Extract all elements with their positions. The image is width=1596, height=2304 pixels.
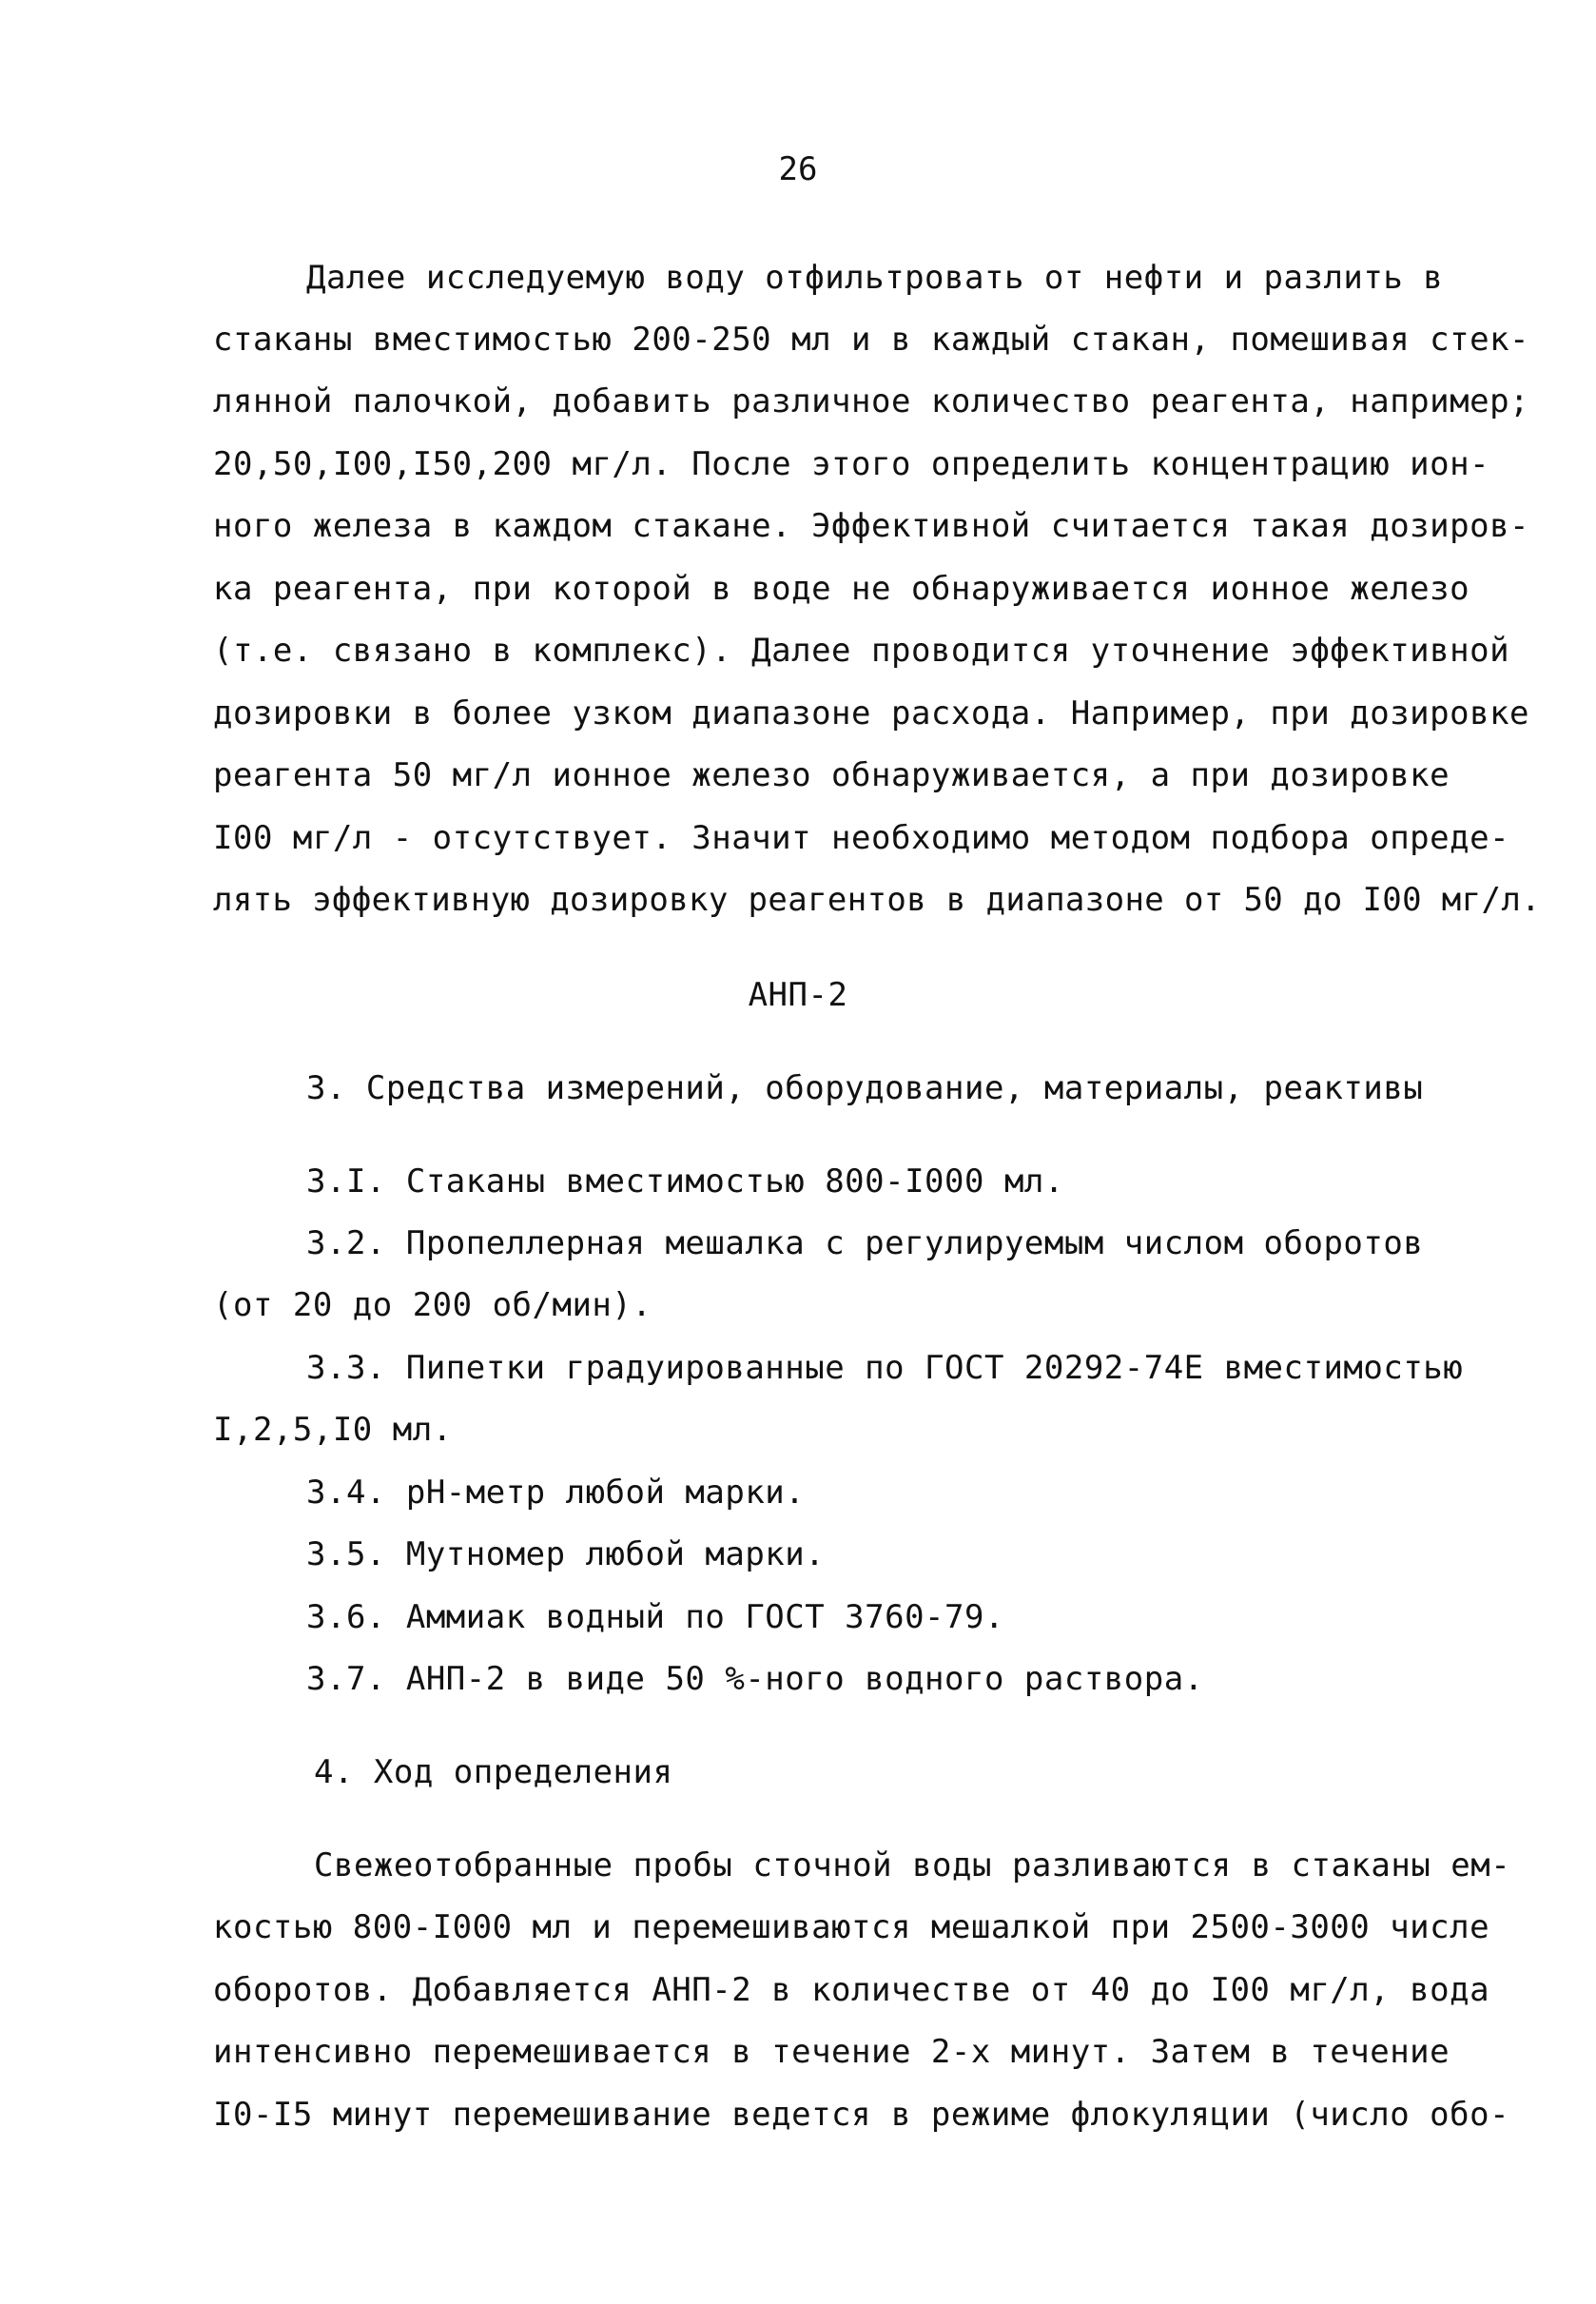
list-item: 3.5. Мутномер любой марки.: [306, 1535, 826, 1573]
paragraph-line: I0-I5 минут перемешивание ведется в режиме флокуляции (число обо-: [213, 2096, 1510, 2134]
list-item: 3.I. Стаканы вместимостью 800-I000 мл.: [306, 1162, 1064, 1201]
list-item: 3.7. АНП-2 в виде 50 %-ного водного раствора.: [306, 1660, 1204, 1698]
list-item: 3.4. pH-метр любой марки.: [306, 1474, 806, 1512]
paragraph-line: I00 мг/л - отсутствует. Значит необходимо методом подбора опреде-: [213, 819, 1510, 857]
paragraph-line: костью 800-I000 мл и перемешиваются мешалкой при 2500-3000 числе: [213, 1908, 1490, 1946]
section-heading: 3. Средства измерений, оборудование, материалы, реактивы: [306, 1069, 1424, 1107]
paragraph-line: 20,50,I00,I50,200 мг/л. После этого определить концентрацию ион-: [213, 445, 1490, 483]
paragraph-line: интенсивно перемешивается в течение 2-х минут. Затем в течение: [213, 2033, 1450, 2071]
subheading: АНП-2: [748, 976, 848, 1014]
paragraph-line: ного железа в каждом стакане. Эффективной считается такая дозиров-: [213, 507, 1530, 545]
list-item: 3.6. Аммиак водный по ГОСТ 3760-79.: [306, 1598, 1004, 1636]
list-item: (от 20 до 200 об/мин).: [213, 1286, 652, 1324]
list-item: 3.2. Пропеллерная мешалка с регулируемым числом оборотов: [306, 1224, 1424, 1262]
paragraph-line: (т.е. связано в комплекс). Далее проводится уточнение эффективной: [213, 632, 1510, 670]
page-number: 26: [778, 150, 818, 188]
paragraph-line: оборотов. Добавляется АНП-2 в количестве от 40 до I00 мг/л, вода: [213, 1971, 1490, 2009]
paragraph-line: реагента 50 мг/л ионное железо обнаруживается, а при дозировке: [213, 756, 1450, 794]
paragraph-line: Свежеотобранные пробы сточной воды разливаются в стаканы ем-: [314, 1846, 1511, 1884]
paragraph-line: Далее исследуемую воду отфильтровать от нефти и разлить в: [306, 259, 1444, 297]
paragraph-line: ка реагента, при которой в воде не обнаруживается ионное железо: [213, 570, 1470, 608]
paragraph-line: лять эффективную дозировку реагентов в диапазоне от 50 до I00 мг/л.: [213, 881, 1541, 919]
paragraph-line: дозировки в более узком диапазоне расхода. Например, при дозировке: [213, 694, 1530, 732]
list-item: 3.3. Пипетки градуированные по ГОСТ 20292-74Е вместимостью: [306, 1349, 1464, 1387]
list-item: I,2,5,I0 мл.: [213, 1411, 453, 1449]
paragraph-line: стаканы вместимостью 200-250 мл и в каждый стакан, помешивая стек-: [213, 321, 1530, 359]
section-heading: 4. Ход определения: [314, 1753, 673, 1791]
paragraph-line: лянной палочкой, добавить различное количество реагента, например;: [213, 382, 1530, 420]
